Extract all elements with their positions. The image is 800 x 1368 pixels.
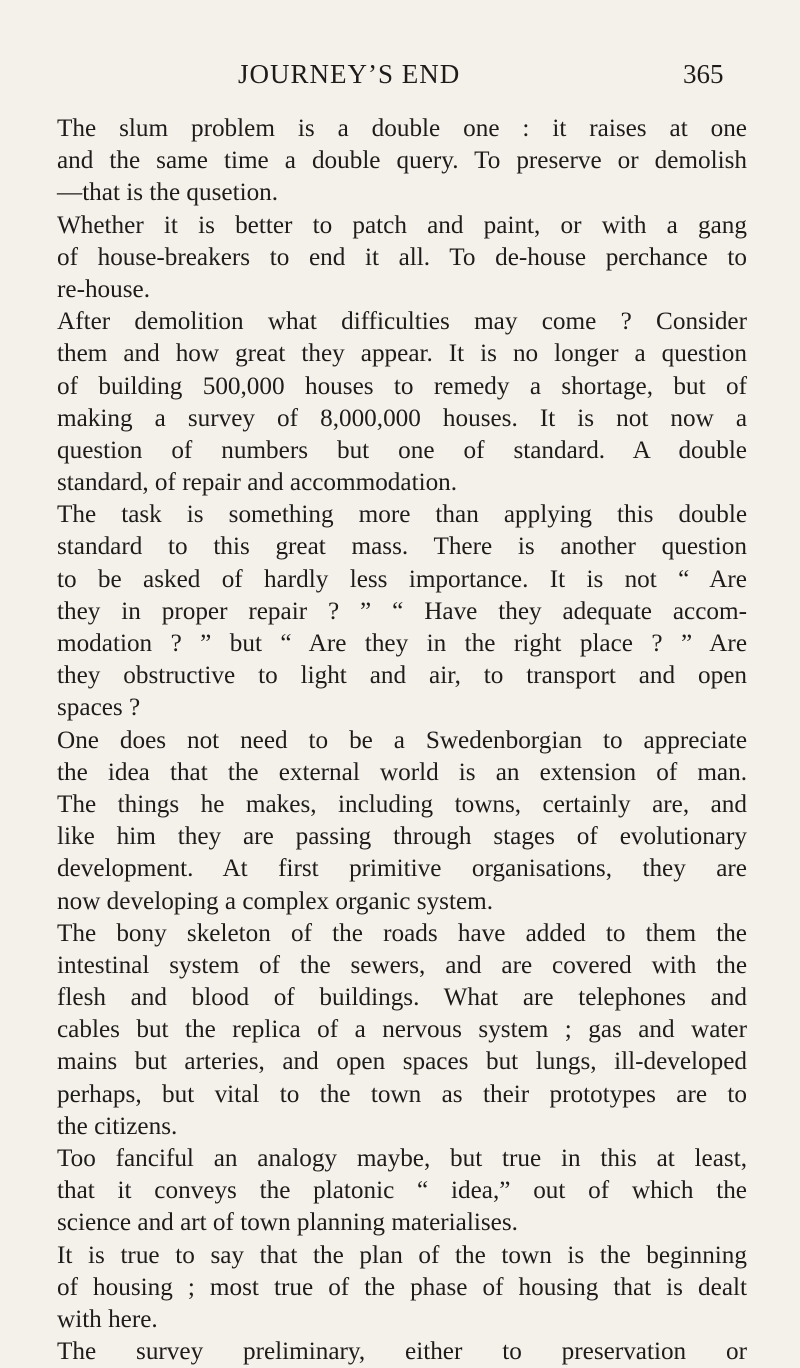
running-head-title: JOURNEY’S END xyxy=(238,59,461,89)
text-line: The bony skeleton of the roads have added to them the xyxy=(57,919,747,947)
text-line: of building 500,000 houses to remedy a shortage, but of xyxy=(57,372,747,400)
text-line: question of numbers but one of standard. A double xyxy=(57,436,747,464)
text-line: The things he makes, including towns, certainly are, and xyxy=(57,790,747,818)
text-line: with here. xyxy=(57,1305,158,1333)
running-head xyxy=(0,58,800,98)
text-line: them and how great they appear. It is no longer a question xyxy=(57,340,747,368)
text-line: It is true to say that the plan of the town is the beginning xyxy=(57,1241,747,1269)
text-line: science and art of town planning materialises. xyxy=(57,1209,518,1237)
text-line: standard to this great mass. There is another question xyxy=(57,533,747,561)
text-line: standard, of repair and accommodation. xyxy=(57,469,458,497)
text-line: development. At first primitive organisations, they are xyxy=(57,855,747,883)
text-line: the citizens. xyxy=(57,1112,178,1140)
text-line: One does not need to be a Swedenborgian to appreciate xyxy=(57,726,747,754)
text-line: mains but arteries, and open spaces but lungs, ill-developed xyxy=(57,1048,747,1076)
body-text xyxy=(57,113,747,1368)
text-line: Whether it is better to patch and paint, or with a gang xyxy=(57,211,747,239)
text-line: re-house. xyxy=(57,275,151,303)
text-line: The slum problem is a double one : it raises at one xyxy=(57,115,747,142)
page-number: 365 xyxy=(683,59,724,89)
text-line: spaces ? xyxy=(57,694,141,722)
text-line: like him they are passing through stages of evolutionary xyxy=(57,823,747,851)
text-line: —that is the qusetion. xyxy=(57,179,279,207)
text-line: of house-breakers to end it all. To de-house perchance to xyxy=(57,243,747,271)
text-line: perhaps, but vital to the town as their prototypes are to xyxy=(57,1080,747,1108)
text-line: the idea that the external world is an extension of man. xyxy=(57,758,747,786)
text-line: of housing ; most true of the phase of housing that is dealt xyxy=(57,1273,747,1301)
text-line: The survey preliminary, either to preservation or xyxy=(57,1338,747,1366)
text-line: Too fanciful an analogy maybe, but true in this at least, xyxy=(57,1145,747,1172)
text-line: they obstructive to light and air, to transport and open xyxy=(57,662,747,690)
text-line: After demolition what difficulties may come ? Consider xyxy=(57,308,747,336)
text-line: they in proper repair ? ” “ Have they adequate accom- xyxy=(57,597,747,625)
text-line: and the same time a double query. To preserve or demolish xyxy=(57,147,747,175)
text-line: intestinal system of the sewers, and are covered with the xyxy=(57,951,747,979)
text-line: The task is something more than applying this double xyxy=(57,501,747,529)
text-line: that it conveys the platonic “ idea,” out of which the xyxy=(57,1177,747,1205)
text-line: to be asked of hardly less importance. It is not “ Are xyxy=(57,565,747,593)
text-line: cables but the replica of a nervous system ; gas and water xyxy=(57,1016,747,1044)
text-line: now developing a complex organic system. xyxy=(57,887,494,915)
text-line: modation ? ” but “ Are they in the right place ? ” Are xyxy=(57,630,747,657)
text-line: making a survey of 8,000,000 houses. It is not now a xyxy=(57,404,747,432)
text-line: flesh and blood of buildings. What are telephones and xyxy=(57,984,747,1012)
